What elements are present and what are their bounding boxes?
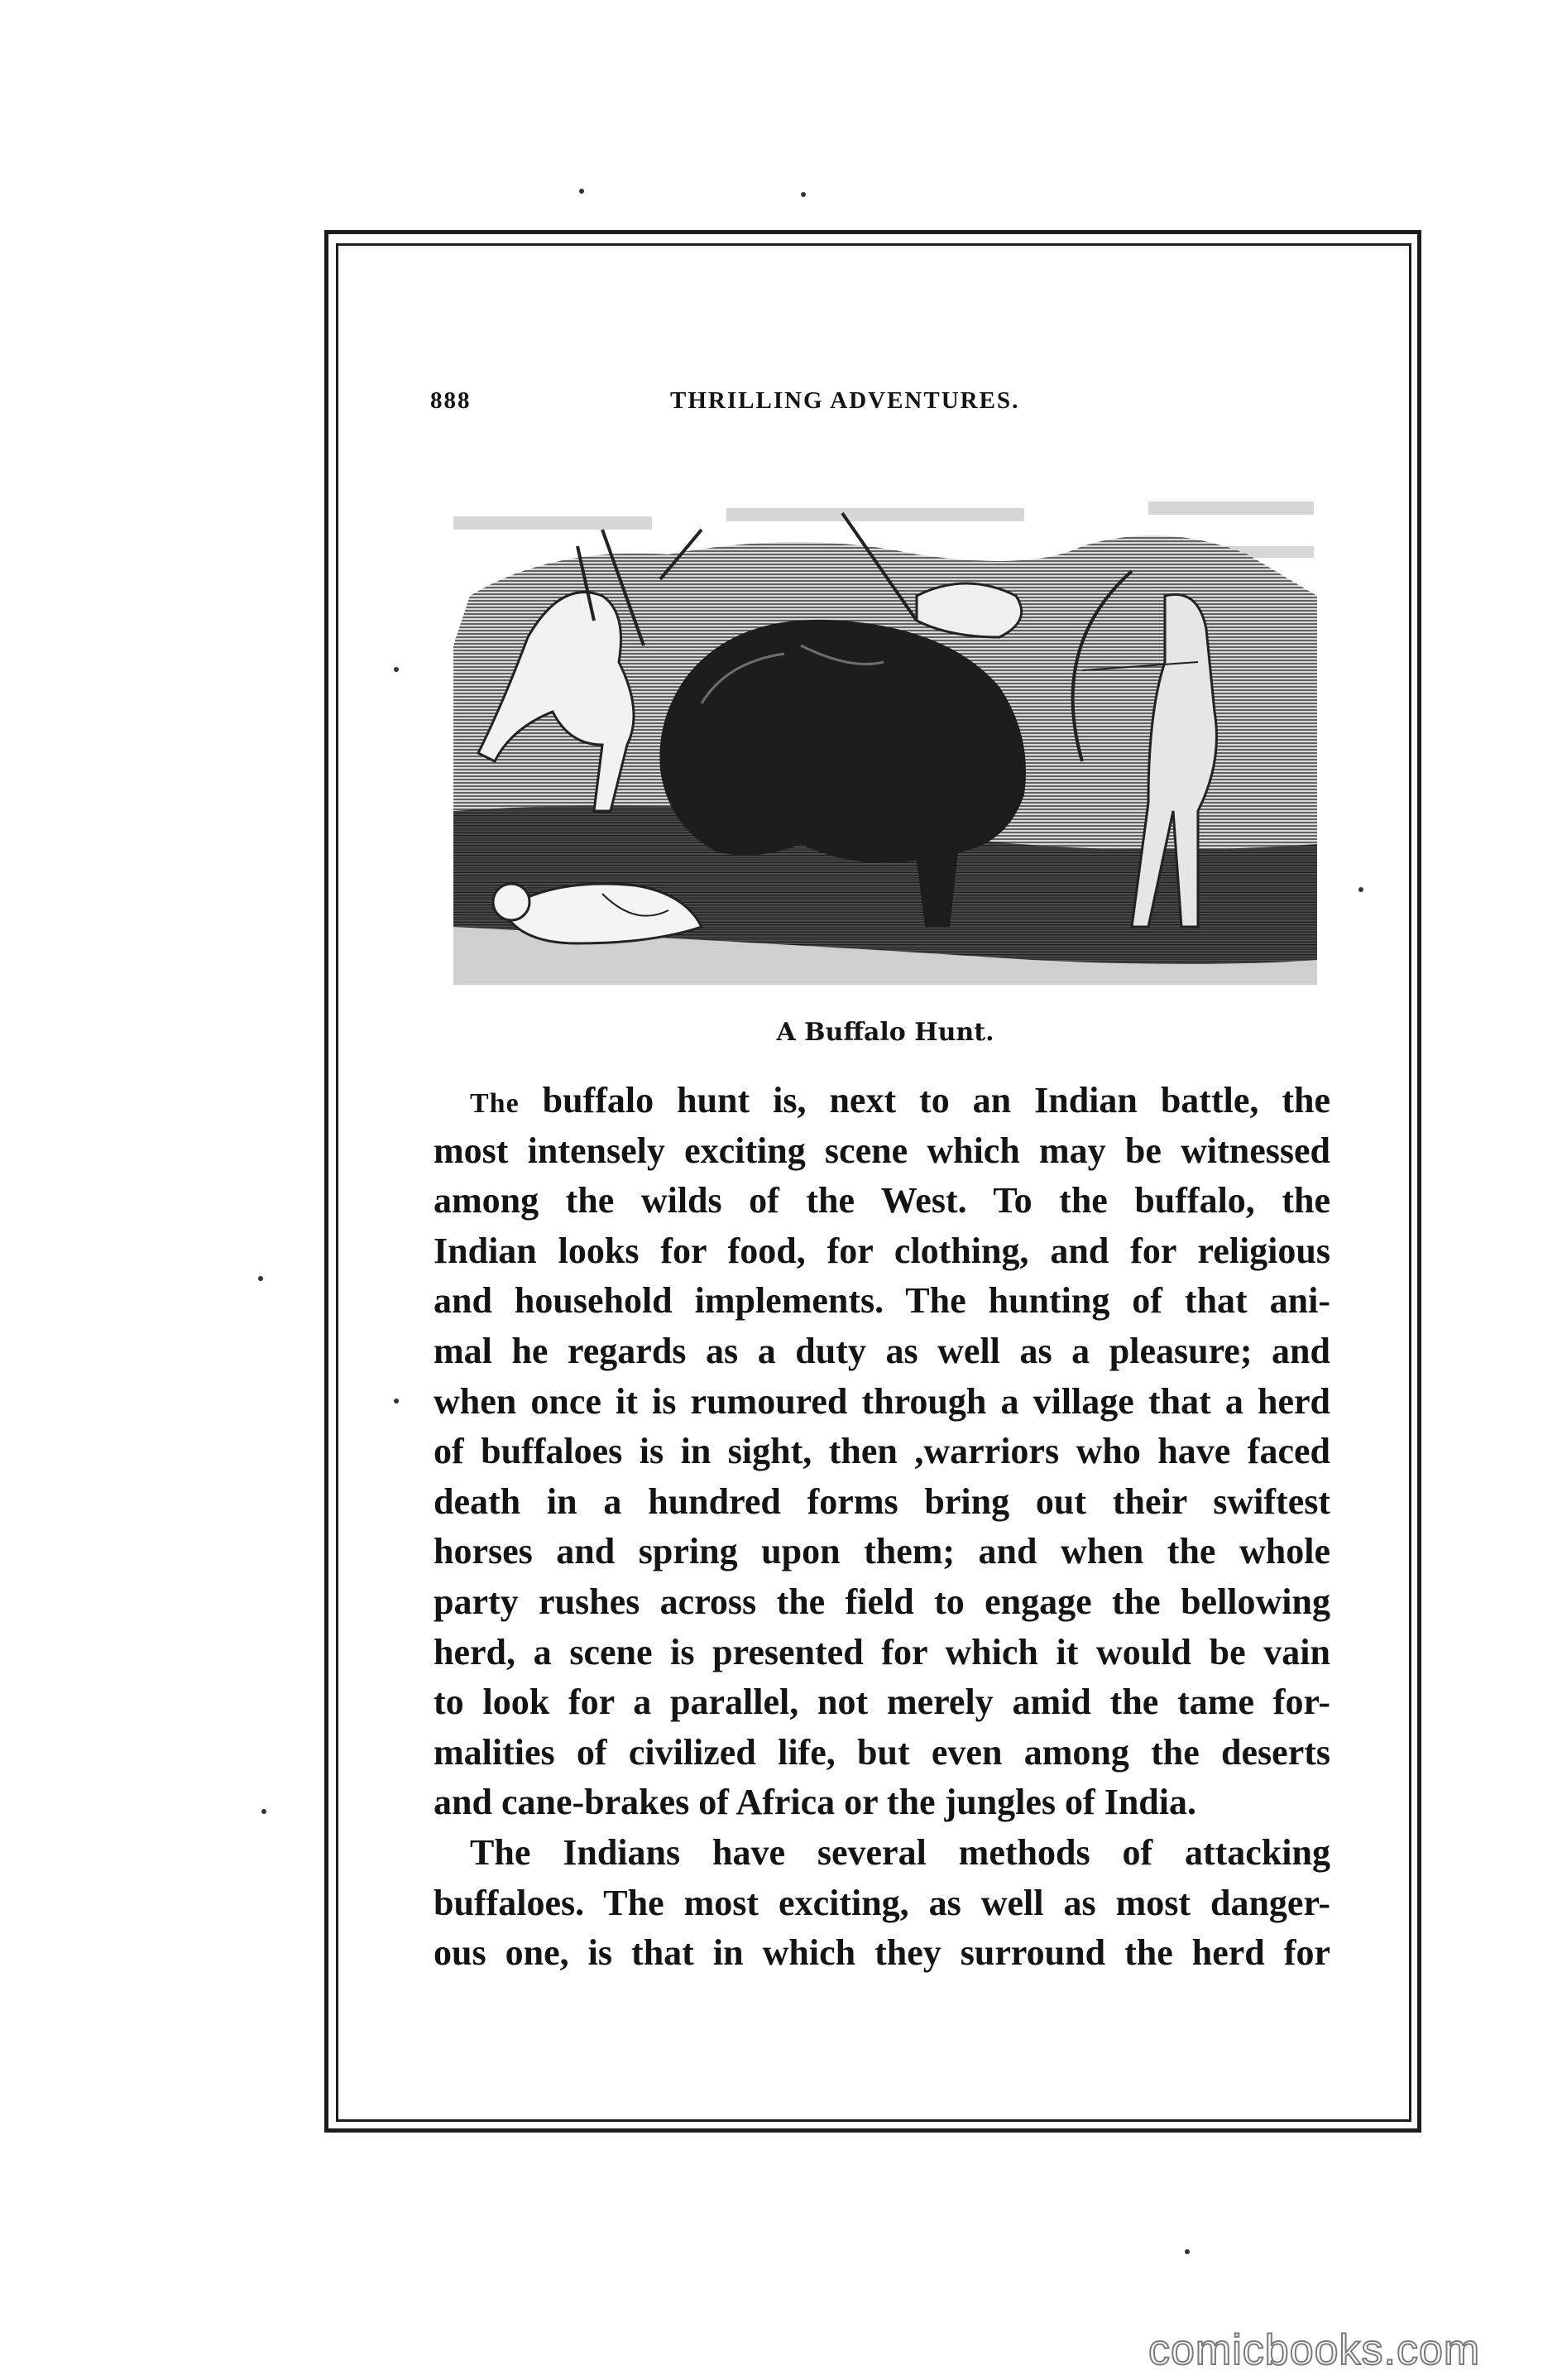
speck: [258, 1276, 263, 1281]
drop-word: The: [470, 1088, 520, 1119]
speck: [394, 1399, 399, 1404]
text-line: Indian looks for food, for clothing, and for religious: [434, 1230, 1330, 1271]
text-line: when once it is rumoured through a village that a herd: [434, 1380, 1330, 1422]
speck: [394, 667, 399, 672]
text-line: most intensely exciting scene which may be witnessed: [434, 1130, 1330, 1171]
text-line: of buffaloes is in sight, then ,warriors who have faced: [434, 1431, 1330, 1472]
text-line: and cane-brakes of Africa or the jungles of India.: [434, 1782, 1196, 1823]
text-line: buffaloes. The most exciting, as well as most danger-: [434, 1882, 1330, 1923]
speck: [261, 1809, 266, 1814]
speck: [1185, 2249, 1190, 2254]
speck: [1358, 887, 1363, 892]
text-line: among the wilds of the West. To the buffalo, the: [434, 1180, 1330, 1221]
text-line: mal he regards as a duty as well as a pleasure; and: [434, 1330, 1330, 1371]
text-line: and household implements. The hunting of that ani-: [434, 1280, 1330, 1322]
text-line: party rushes across the field to engage the bellowing: [434, 1581, 1330, 1622]
illustration-caption: A Buffalo Hunt.: [776, 1018, 994, 1047]
text-line: ous one, is that in which they surround the herd for: [434, 1932, 1330, 1974]
text-line: The buffalo hunt is, next to an Indian battle, the: [470, 1080, 1330, 1120]
running-head: [430, 387, 1092, 429]
speck: [579, 189, 584, 194]
text-line: death in a hundred forms bring out their swiftest: [434, 1480, 1330, 1522]
buffalo-hunt-engraving: [453, 497, 1317, 985]
text-line: to look for a parallel, not merely amid the tame for-: [434, 1682, 1330, 1723]
body-text: [434, 1076, 1330, 1979]
text-line: The Indians have several methods of attacking: [470, 1831, 1330, 1873]
text-line: horses and spring upon them; and when the whole: [434, 1531, 1330, 1572]
page-number: 888: [430, 387, 472, 414]
text-line: malities of civilized life, but even among the deserts: [434, 1731, 1330, 1773]
watermark-logo: comicbooks.com: [1148, 2326, 1481, 2374]
text-line: herd, a scene is presented for which it would be vain: [434, 1631, 1330, 1672]
speck: [801, 192, 806, 197]
running-title: THRILLING ADVENTURES.: [670, 387, 1020, 414]
